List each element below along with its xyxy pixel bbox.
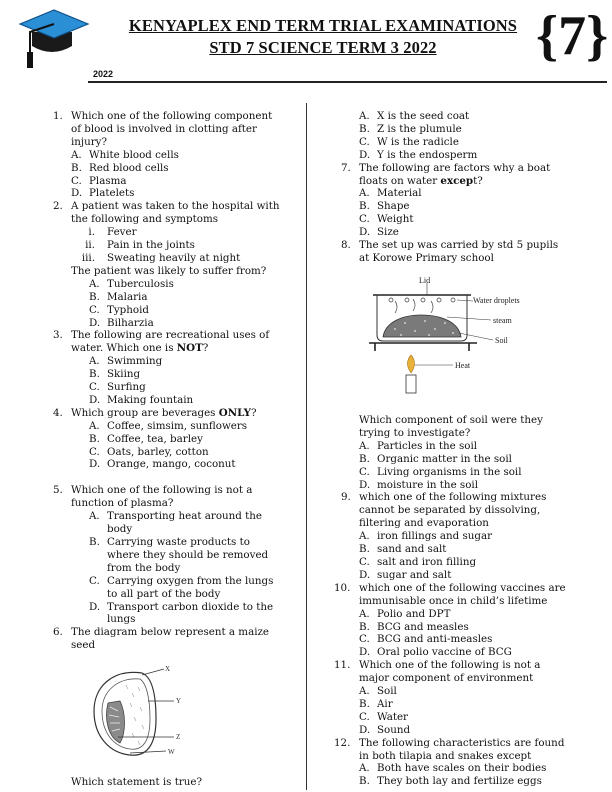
question-text xyxy=(341,123,609,136)
question-text xyxy=(53,471,303,484)
question-text xyxy=(53,381,303,394)
answer-option: D. xyxy=(359,568,371,581)
question-text xyxy=(53,304,303,317)
answer-option: D. xyxy=(89,393,101,406)
question-text: The following characteristics are found xyxy=(359,736,565,749)
question-text: ? xyxy=(202,342,209,355)
answer-option: X is the seed coat xyxy=(377,110,470,122)
question-text xyxy=(341,453,609,466)
answer-option: D. xyxy=(359,646,371,659)
question-text: A patient was taken to the hospital with xyxy=(71,200,280,213)
question-text: function of plasma? xyxy=(71,497,174,510)
answer-option: White blood cells xyxy=(89,148,179,161)
question-text: floats on water xyxy=(359,174,441,187)
question-text xyxy=(53,510,303,523)
answer-option: from the body xyxy=(107,561,181,574)
answer-option: B. xyxy=(359,452,370,465)
question-text: in both tilapia and snakes except xyxy=(359,749,532,762)
answer-option: Polio and DPT xyxy=(377,607,451,620)
answer-option: Carrying waste products to xyxy=(107,536,250,548)
answer-option: sugar and salt xyxy=(377,568,452,581)
question-text: Which group are beverages xyxy=(71,406,219,419)
answer-option: C. xyxy=(89,574,100,587)
question-text xyxy=(341,110,609,123)
question-text xyxy=(341,621,609,634)
symptom-item: i. xyxy=(88,226,95,239)
answer-option: C. xyxy=(359,555,370,568)
answer-option: B. xyxy=(359,620,370,633)
question-text xyxy=(341,136,609,149)
answer-option: C. xyxy=(359,633,370,646)
answer-option: Tuberculosis xyxy=(107,277,174,290)
question-text: Which one of the following component xyxy=(71,110,273,122)
answer-option: C. xyxy=(359,135,370,148)
answer-option: A. xyxy=(359,530,370,543)
answer-option: Coffee, tea, barley xyxy=(107,432,203,445)
question-text xyxy=(341,213,609,226)
symptom-item: Sweating heavily at night xyxy=(107,251,241,264)
question-text xyxy=(53,536,303,549)
label-heat: Heat xyxy=(455,361,471,370)
answer-option: D. xyxy=(89,458,101,471)
question-text xyxy=(341,569,609,582)
question-number: 3. xyxy=(53,329,63,342)
answer-option: D. xyxy=(359,226,371,239)
question-text xyxy=(53,575,303,588)
question-text xyxy=(53,149,303,162)
question-text: the following and symptoms xyxy=(71,213,219,226)
label-steam: steam xyxy=(493,316,512,325)
header-divider xyxy=(88,81,607,83)
question-number: 4. xyxy=(53,406,63,419)
exam-subtitle: STD 7 SCIENCE TERM 3 2022 xyxy=(209,38,437,57)
question-text xyxy=(53,446,303,459)
question-text xyxy=(341,711,609,724)
question-text: The diagram below represent a maize xyxy=(71,626,270,639)
question-text: cannot be separated by dissolving, xyxy=(359,504,541,517)
question-number: 10. xyxy=(334,581,351,594)
question-number: 11. xyxy=(334,659,351,672)
question-text xyxy=(71,407,303,420)
question-text xyxy=(341,646,609,659)
question-text xyxy=(341,633,609,646)
question-text xyxy=(53,252,303,265)
question-9 xyxy=(341,491,609,530)
answer-option: D. xyxy=(359,723,371,736)
answer-option: Material xyxy=(377,187,422,200)
question-11 xyxy=(334,659,609,685)
question-text xyxy=(341,762,609,775)
question-text: Which component of soil were they xyxy=(359,414,543,426)
answer-option: where they should be removed xyxy=(107,548,269,561)
answer-option: moisture in the soil xyxy=(377,478,479,491)
answer-option: Skiing xyxy=(107,368,141,381)
answer-option: D. xyxy=(71,187,83,200)
question-text xyxy=(53,291,303,304)
question-text: which one of the following mixtures xyxy=(359,491,547,504)
right-column xyxy=(341,110,609,265)
answer-option: A. xyxy=(359,685,370,698)
answer-option: Transporting heat around the xyxy=(107,510,263,523)
question-number: 12. xyxy=(334,736,351,749)
answer-option: D. xyxy=(359,148,371,161)
answer-option: Plasma xyxy=(89,174,127,187)
answer-option: Coffee, simsim, sunflowers xyxy=(107,419,248,432)
question-text xyxy=(341,698,609,711)
question-text: excep xyxy=(440,174,474,187)
answer-option: Particles in the soil xyxy=(377,439,478,452)
question-text: ONLY xyxy=(218,406,252,419)
question-text xyxy=(341,479,609,492)
left-column xyxy=(53,110,303,652)
question-text xyxy=(359,175,609,188)
symptom-item: Fever xyxy=(107,226,137,239)
answer-option: salt and iron filling xyxy=(377,555,477,568)
answer-option: Orange, mango, coconut xyxy=(107,458,236,471)
question-text xyxy=(53,317,303,330)
question-text: NOT xyxy=(176,342,203,355)
question-number: 6. xyxy=(53,626,63,639)
question-text: of blood is involved in clotting after xyxy=(71,122,257,135)
answer-option: Bilharzia xyxy=(107,316,154,329)
answer-option: A. xyxy=(359,187,370,200)
answer-option: B. xyxy=(89,368,100,381)
question-text: water. Which one is xyxy=(71,342,177,355)
answer-option: D. xyxy=(89,316,101,329)
answer-option: sand and salt xyxy=(377,543,447,556)
answer-option: Size xyxy=(377,226,399,239)
question-text xyxy=(341,556,609,569)
question-text: major component of environment xyxy=(359,672,534,685)
question-text: seed xyxy=(71,639,96,652)
question-7 xyxy=(341,162,609,188)
question-text xyxy=(53,601,303,614)
label-x: X xyxy=(165,665,171,673)
question-text xyxy=(53,239,303,252)
question-text: The following are recreational uses of xyxy=(71,329,270,342)
answer-option: C. xyxy=(359,213,370,226)
answer-option: D. xyxy=(359,478,371,491)
column-divider xyxy=(306,103,307,790)
label-soil: Soil xyxy=(495,336,508,345)
question-text: The set up was carried by std 5 pupils xyxy=(359,239,559,252)
question-3 xyxy=(53,329,303,355)
question-text xyxy=(341,608,609,621)
symptom-item: Pain in the joints xyxy=(107,239,195,252)
question-text: t? xyxy=(473,174,483,187)
answer-option: W is the radicle xyxy=(377,135,459,148)
question-6-stem: Which statement is true? xyxy=(71,776,203,788)
answer-option: Oral polio vaccine of BCG xyxy=(377,646,512,659)
answer-option: B. xyxy=(89,432,100,445)
answer-option: B. xyxy=(359,200,370,213)
answer-option: A. xyxy=(71,148,82,161)
question-text: immunisable once in child’s lifetime xyxy=(359,594,548,607)
question-text xyxy=(53,433,303,446)
answer-option: B. xyxy=(359,775,370,788)
answer-option: Weight xyxy=(377,213,414,226)
answer-option: C. xyxy=(359,465,370,478)
question-text xyxy=(53,368,303,381)
answer-option: A. xyxy=(359,607,370,620)
answer-option: Carrying oxygen from the lungs xyxy=(107,574,274,587)
answer-option: C. xyxy=(89,445,100,458)
soil-heating-diagram xyxy=(361,277,541,399)
symptom-item: ii. xyxy=(85,239,95,252)
answer-option: A. xyxy=(89,510,100,523)
answer-option: A. xyxy=(89,419,100,432)
question-text: which one of the following vaccines are xyxy=(359,581,566,594)
answer-option: BCG and anti-measles xyxy=(377,633,493,646)
answer-option: Shape xyxy=(377,200,410,213)
question-text xyxy=(341,149,609,162)
question-text xyxy=(341,466,609,479)
answer-option: iron fillings and sugar xyxy=(377,530,493,543)
answer-option: Soil xyxy=(377,685,397,698)
question-text: Which one of the following is not a xyxy=(71,484,253,497)
answer-option: Surfing xyxy=(107,381,146,394)
question-number: 8. xyxy=(341,239,351,252)
answer-option: A. xyxy=(89,277,100,290)
question-text xyxy=(341,440,609,453)
question-text xyxy=(53,226,303,239)
question-text xyxy=(71,342,303,355)
exam-year: 2022 xyxy=(93,69,114,79)
answer-option: Both have scales on their bodies xyxy=(377,762,547,775)
answer-option: lungs xyxy=(107,613,136,626)
answer-option: Water xyxy=(377,710,408,723)
question-5 xyxy=(53,484,303,510)
question-text: ? xyxy=(251,406,257,419)
answer-option: A. xyxy=(359,110,370,122)
answer-option: Air xyxy=(377,697,393,710)
question-text xyxy=(53,458,303,471)
answer-option: Z is the plumule xyxy=(377,122,462,135)
answer-option: B. xyxy=(89,536,100,548)
answer-option: Swimming xyxy=(107,355,163,368)
answer-option: B. xyxy=(71,161,82,174)
answer-option: B. xyxy=(359,697,370,710)
answer-option: Oats, barley, cotton xyxy=(107,445,209,458)
question-text xyxy=(341,226,609,239)
page-number: {7} xyxy=(536,5,609,67)
answer-option: Making fountain xyxy=(107,393,194,406)
answer-option: Red blood cells xyxy=(89,161,169,174)
question-8 xyxy=(341,239,609,265)
question-12 xyxy=(334,736,609,763)
label-z: Z xyxy=(176,733,181,741)
question-text xyxy=(53,175,303,188)
question-text xyxy=(341,724,609,737)
question-text: The patient was likely to suffer from? xyxy=(71,264,267,277)
question-1 xyxy=(53,110,303,149)
symptom-item: iii. xyxy=(81,251,95,264)
answer-option: C. xyxy=(89,381,100,394)
exam-title: KENYAPLEX END TERM TRIAL EXAMINATIONS xyxy=(128,16,518,35)
answer-option: Y is the endosperm xyxy=(377,148,478,161)
answer-option: Living organisms in the soil xyxy=(377,465,522,478)
question-text xyxy=(341,530,609,543)
answer-option: B. xyxy=(89,290,100,303)
answer-option: Sound xyxy=(377,723,411,736)
question-text xyxy=(53,162,303,175)
question-text xyxy=(341,187,609,200)
answer-option: C. xyxy=(359,710,370,723)
question-number: 1. xyxy=(53,110,63,122)
answer-option: D. xyxy=(89,600,101,613)
question-text: filtering and evaporation xyxy=(359,517,489,530)
answer-option: A. xyxy=(359,762,370,775)
question-text xyxy=(341,200,609,213)
question-2 xyxy=(53,200,303,226)
question-text xyxy=(53,187,303,200)
answer-option: B. xyxy=(359,122,370,135)
answer-option: Typhoid xyxy=(107,303,149,316)
question-number: 5. xyxy=(53,484,63,497)
question-text xyxy=(53,420,303,433)
question-text xyxy=(53,278,303,291)
question-number: 7. xyxy=(341,161,351,174)
graduation-cap-logo xyxy=(18,6,90,72)
answer-option: Malaria xyxy=(107,290,148,303)
answer-option: A. xyxy=(89,355,100,368)
question-text: at Korowe Primary school xyxy=(359,251,494,264)
answer-option: body xyxy=(107,523,133,536)
question-4 xyxy=(53,407,303,420)
question-text xyxy=(53,394,303,407)
question-text: trying to investigate? xyxy=(359,426,471,439)
question-text: injury? xyxy=(71,135,108,148)
right-column-lower xyxy=(334,414,609,788)
answer-option: Organic matter in the soil xyxy=(377,452,512,465)
answer-option: They both lay and fertilize eggs xyxy=(377,775,542,788)
answer-option: to all part of the body xyxy=(107,587,221,600)
answer-option: C. xyxy=(89,303,100,316)
answer-option: Platelets xyxy=(89,187,135,200)
label-w: W xyxy=(168,748,175,756)
answer-option: C. xyxy=(71,174,82,187)
question-text: Which one of the following is not a xyxy=(359,659,541,672)
question-text xyxy=(341,543,609,556)
label-water-droplets: Water droplets xyxy=(473,296,520,305)
question-text xyxy=(341,775,609,788)
answer-option: B. xyxy=(359,543,370,556)
answer-option: Transport carbon dioxide to the xyxy=(107,600,274,613)
question-text xyxy=(341,685,609,698)
question-number: 9. xyxy=(341,491,351,504)
question-text xyxy=(53,355,303,368)
answer-option: BCG and measles xyxy=(377,620,469,633)
question-10 xyxy=(334,581,609,608)
label-y: Y xyxy=(176,697,182,705)
question-text: The following are factors why a boat xyxy=(359,161,551,174)
label-lid: Lid xyxy=(419,277,431,285)
question-number: 2. xyxy=(53,200,63,213)
question-6 xyxy=(53,626,303,652)
answer-option: A. xyxy=(359,439,370,452)
maize-seed-diagram xyxy=(86,663,206,759)
